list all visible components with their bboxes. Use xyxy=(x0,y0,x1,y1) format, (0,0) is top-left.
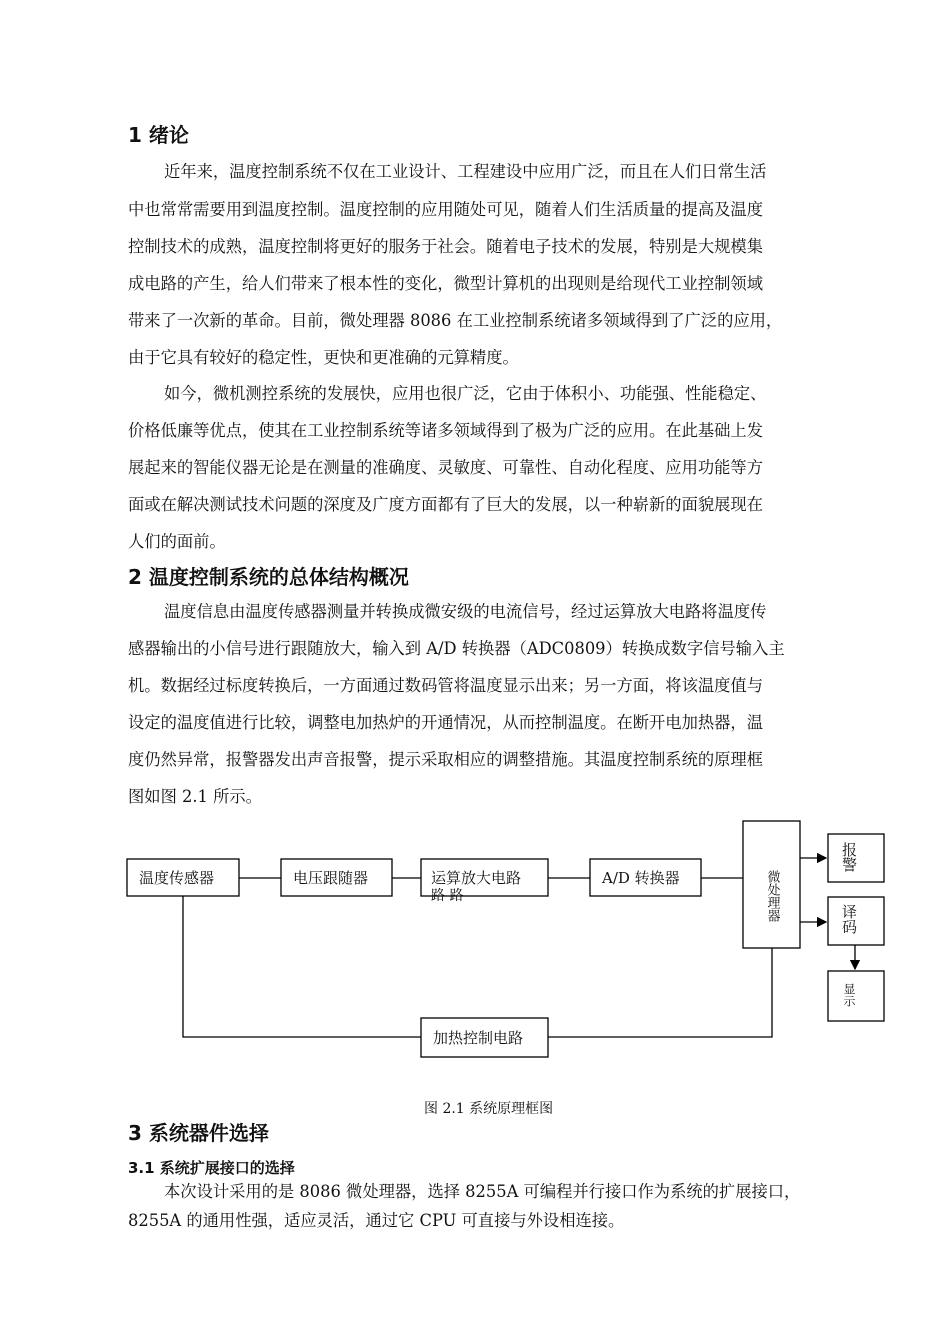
paragraph-line: 人们的面前。 xyxy=(128,532,226,551)
paragraph-line: 图如图 2.1 所示。 xyxy=(128,787,262,806)
paragraph-line: 度仍然异常，报警器发出声音报警，提示采取相应的调整措施。其温度控制系统的原理框 xyxy=(128,750,763,769)
paragraph-line: 机。数据经过标度转换后，一方面通过数码管将温度显示出来；另一方面，将该温度值与 xyxy=(128,676,763,695)
paragraph-line: 本次设计采用的是 8086 微处理器，选择 8255A 可编程并行接口作为系统的扩展接口， xyxy=(164,1182,801,1201)
paragraph-line: 由于它具有较好的稳定性，更快和更准确的元算精度。 xyxy=(128,348,519,367)
paragraph-line: 如今，微机测控系统的发展快，应用也很广泛，它由于体积小、功能强、性能稳定、 xyxy=(164,384,767,403)
alarm-label: 报警 xyxy=(840,842,858,872)
paragraph-line: 中也常常需要用到温度控制。温度控制的应用随处可见，随着人们生活质量的提高及温度 xyxy=(128,200,763,219)
paragraph-line: 面或在解决测试技术问题的深度及广度方面都有了巨大的发展，以一种崭新的面貌展现在 xyxy=(128,495,763,514)
mcu-label: 微处理器 xyxy=(764,870,780,922)
display-box xyxy=(828,971,884,1021)
paragraph-line: 8255A 的通用性强，适应灵活，通过它 CPU 可直接与外设相连接。 xyxy=(128,1211,625,1230)
section-3-1-heading: 3.1 系统扩展接口的选择 xyxy=(128,1159,295,1177)
paragraph-line: 设定的温度值进行比较，调整电加热炉的开通情况，从而控制温度。在断开电加热器，温 xyxy=(128,713,763,732)
section-1-heading: 1 绪论 xyxy=(128,123,189,147)
paragraph-line: 控制技术的成熟，温度控制将更好的服务于社会。随着电子技术的发展，特别是大规模集 xyxy=(128,237,763,256)
section-3-heading: 3 系统器件选择 xyxy=(128,1121,269,1145)
figure-caption: 图 2.1 系统原理框图 xyxy=(424,1101,554,1117)
amplifier-overflow-label: 路 路 xyxy=(431,888,464,904)
paragraph-line: 温度信息由温度传感器测量并转换成微安级的电流信号，经过运算放大电路将温度传 xyxy=(164,602,767,621)
paragraph-line: 展起来的智能仪器无论是在测量的准确度、灵敏度、可靠性、自动化程度、应用功能等方 xyxy=(128,458,763,477)
adc-label: A/D 转换器 xyxy=(602,869,680,887)
paragraph-line: 价格低廉等优点，使其在工业控制系统等诸多领域得到了极为广泛的应用。在此基础上发 xyxy=(128,421,763,440)
sensor-label: 温度传感器 xyxy=(139,869,215,887)
display-label: 显示 xyxy=(842,983,856,1007)
paragraph-line: 感器输出的小信号进行跟随放大，输入到 A/D 转换器（ADC0809）转换成数字信号输入主 xyxy=(128,639,785,658)
section-2-heading: 2 温度控制系统的总体结构概况 xyxy=(128,565,409,589)
decoder-label: 译码 xyxy=(840,904,858,934)
amplifier-label: 运算放大电路 xyxy=(431,869,522,887)
follower-label: 电压跟随器 xyxy=(293,869,369,887)
heater-label: 加热控制电路 xyxy=(433,1029,524,1047)
paragraph-line: 近年来，温度控制系统不仅在工业设计、工程建设中应用广泛，而且在人们日常生活 xyxy=(164,162,767,181)
paragraph-line: 带来了一次新的革命。目前，微处理器 8086 在工业控制系统诸多领域得到了广泛的应用， xyxy=(128,311,783,330)
paragraph-line: 成电路的产生，给人们带来了根本性的变化，微型计算机的出现则是给现代工业控制领域 xyxy=(128,274,763,293)
